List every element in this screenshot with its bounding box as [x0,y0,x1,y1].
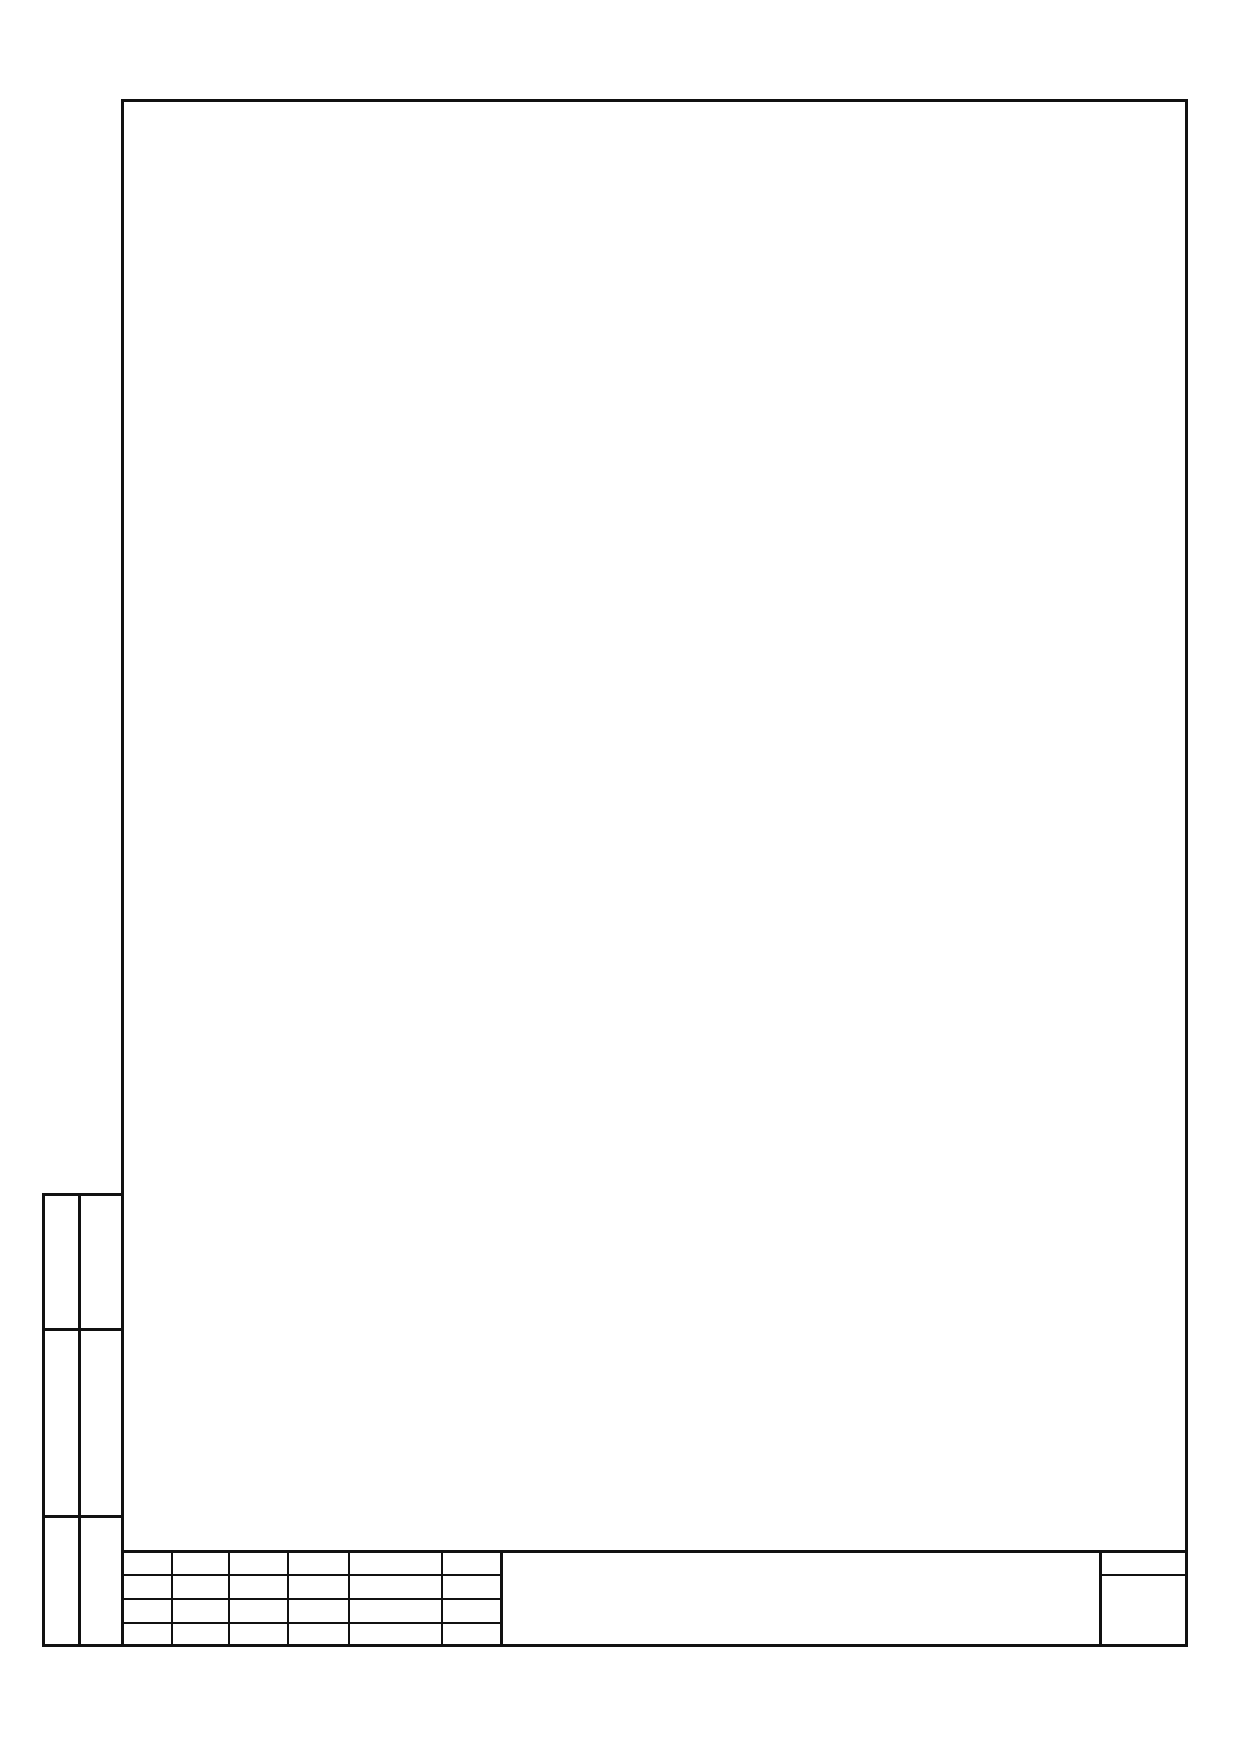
header-data [441,1622,500,1644]
doc-title [501,1550,1099,1647]
header-kilk [171,1622,228,1644]
header-ark [228,1622,287,1644]
stamp-zam-inv-label [45,1196,78,1328]
sheet-number [1101,1592,1188,1642]
header-ndok [287,1622,348,1644]
header-pidpys [348,1622,441,1644]
stamp-zam-inv [42,1193,121,1331]
header-zm [121,1622,171,1644]
page-content [146,104,1161,143]
stamp-inv-pidl [42,1515,121,1647]
page-frame [121,99,1188,1647]
stamp-inv-pidl-label [45,1518,78,1644]
stamp-pidp-data-label [45,1331,78,1515]
title-block [121,1550,1188,1647]
stamp-pidp-data [42,1328,121,1518]
